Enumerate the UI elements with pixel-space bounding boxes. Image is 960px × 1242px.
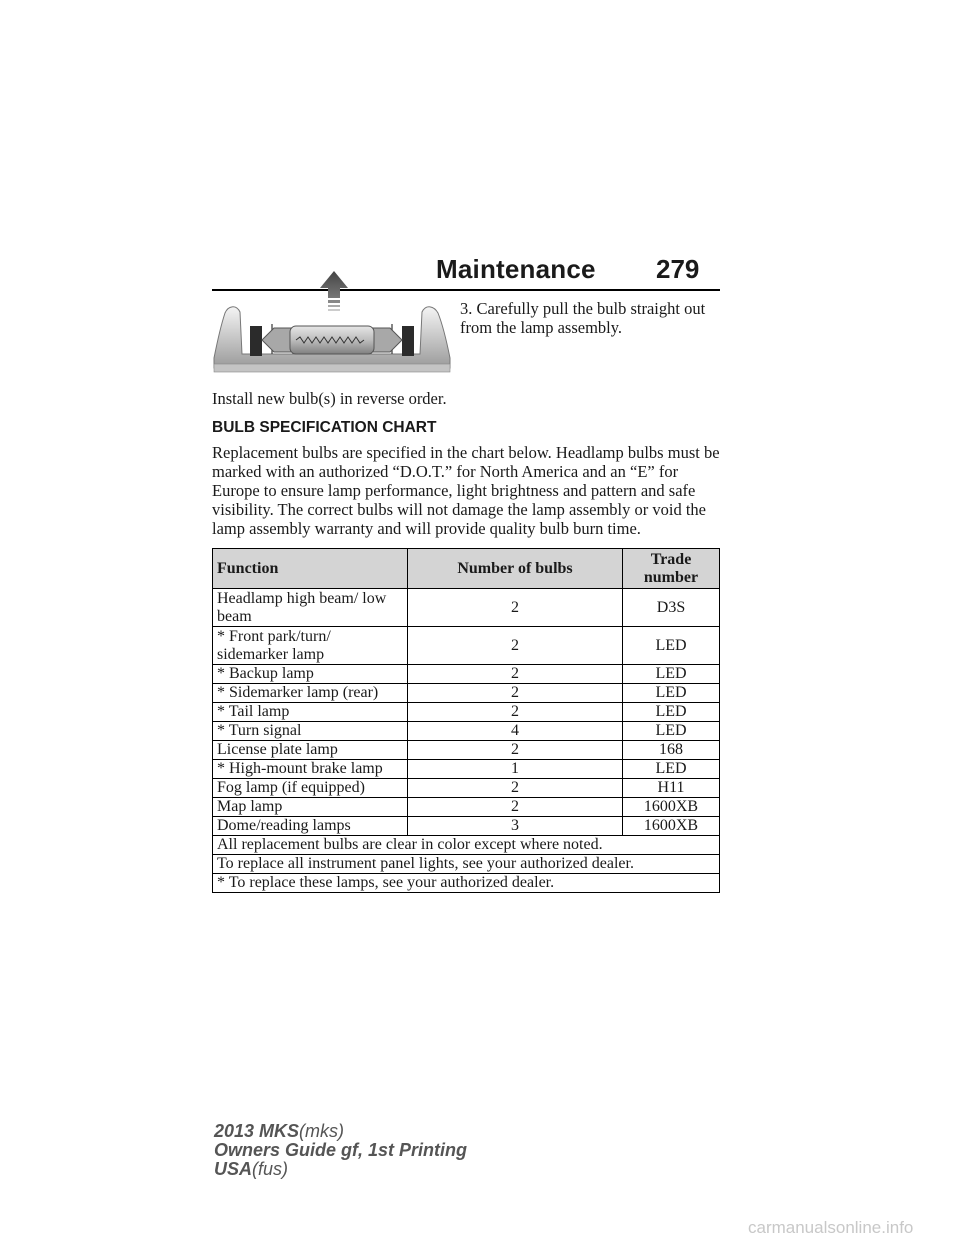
bulb-specification-table [212, 548, 720, 893]
table-note-row [213, 874, 720, 893]
trade-cell: 1600XB [623, 798, 720, 817]
table-note: All replacement bulbs are clear in color except where noted. [213, 836, 720, 855]
footer-line-2: Owners Guide gf, 1st Printing [214, 1140, 468, 1160]
number-cell: 2 [408, 779, 623, 798]
step-3-instruction: 3. Carefully pull the bulb straight out from the lamp assembly. [460, 299, 706, 337]
function-cell: * Backup lamp [213, 665, 408, 684]
trade-cell: LED [623, 627, 720, 665]
trade-cell: 168 [623, 741, 720, 760]
table-row [213, 665, 720, 684]
number-cell: 2 [408, 627, 623, 665]
watermark: carmanualsonline.info [748, 1218, 914, 1237]
trade-cell: LED [623, 703, 720, 722]
trade-cell: H11 [623, 779, 720, 798]
function-cell: Headlamp high beam/ low beam [213, 589, 408, 627]
trade-cell: D3S [623, 589, 720, 627]
page-number: 279 [656, 254, 700, 284]
table-row [213, 589, 720, 627]
footer-model: 2013 MKS [214, 1121, 300, 1141]
function-cell: Dome/reading lamps [213, 817, 408, 836]
table-header-row [213, 549, 720, 589]
number-cell: 2 [408, 703, 623, 722]
footer-line-1 [214, 1122, 467, 1141]
number-cell: 4 [408, 722, 623, 741]
function-cell: * Sidemarker lamp (rear) [213, 684, 408, 703]
header-function: Function [213, 549, 408, 589]
number-cell: 2 [408, 684, 623, 703]
number-cell: 1 [408, 760, 623, 779]
number-cell: 2 [408, 798, 623, 817]
trade-cell: LED [623, 760, 720, 779]
number-cell: 2 [408, 665, 623, 684]
footer-print-info [214, 1122, 467, 1179]
table-row [213, 798, 720, 817]
install-instruction: Install new bulb(s) in reverse order. [212, 389, 447, 408]
number-cell: 2 [408, 589, 623, 627]
function-cell: * High-mount brake lamp [213, 760, 408, 779]
function-cell: Fog lamp (if equipped) [213, 779, 408, 798]
footer-line-3 [214, 1160, 467, 1179]
table-row [213, 627, 720, 665]
function-cell: * Front park/turn/ sidemarker lamp [213, 627, 408, 665]
table-row [213, 760, 720, 779]
table-row [213, 722, 720, 741]
number-cell: 2 [408, 741, 623, 760]
header-trade-number: Trade number [623, 549, 720, 589]
trade-cell: LED [623, 665, 720, 684]
intro-paragraph: Replacement bulbs are specified in the chart below. Headlamp bulbs must be marked with an authorized “D.O.T.” for North America and an “E” for Europe to ensure lamp performance, light brightness and pattern and safe visibility. The correct bulbs will not damage the lamp assembly or void the lamp assembly warranty and will provide quality bulb burn time. [212, 443, 720, 538]
bulb-removal-illustration-icon [212, 268, 452, 376]
table-note: To replace all instrument panel lights, see your authorized dealer. [213, 855, 720, 874]
footer-market-code: (fus) [252, 1159, 289, 1179]
footer-model-code: (mks) [299, 1121, 345, 1141]
function-cell: License plate lamp [213, 741, 408, 760]
footer-market: USA [214, 1159, 253, 1179]
trade-cell: 1600XB [623, 817, 720, 836]
header-number-of-bulbs: Number of bulbs [408, 549, 623, 589]
table-row [213, 741, 720, 760]
table-note: * To replace these lamps, see your authorized dealer. [213, 874, 720, 893]
trade-cell: LED [623, 722, 720, 741]
table-row [213, 779, 720, 798]
table-row [213, 817, 720, 836]
table-note-row [213, 855, 720, 874]
function-cell: * Turn signal [213, 722, 408, 741]
function-cell: * Tail lamp [213, 703, 408, 722]
table-row [213, 684, 720, 703]
number-cell: 3 [408, 817, 623, 836]
table-note-row [213, 836, 720, 855]
bulb-removal-figure [212, 268, 452, 376]
section-heading: BULB SPECIFICATION CHART [212, 419, 437, 436]
trade-cell: LED [623, 684, 720, 703]
function-cell: Map lamp [213, 798, 408, 817]
table-row [213, 703, 720, 722]
page-section-title: Maintenance [436, 254, 596, 284]
